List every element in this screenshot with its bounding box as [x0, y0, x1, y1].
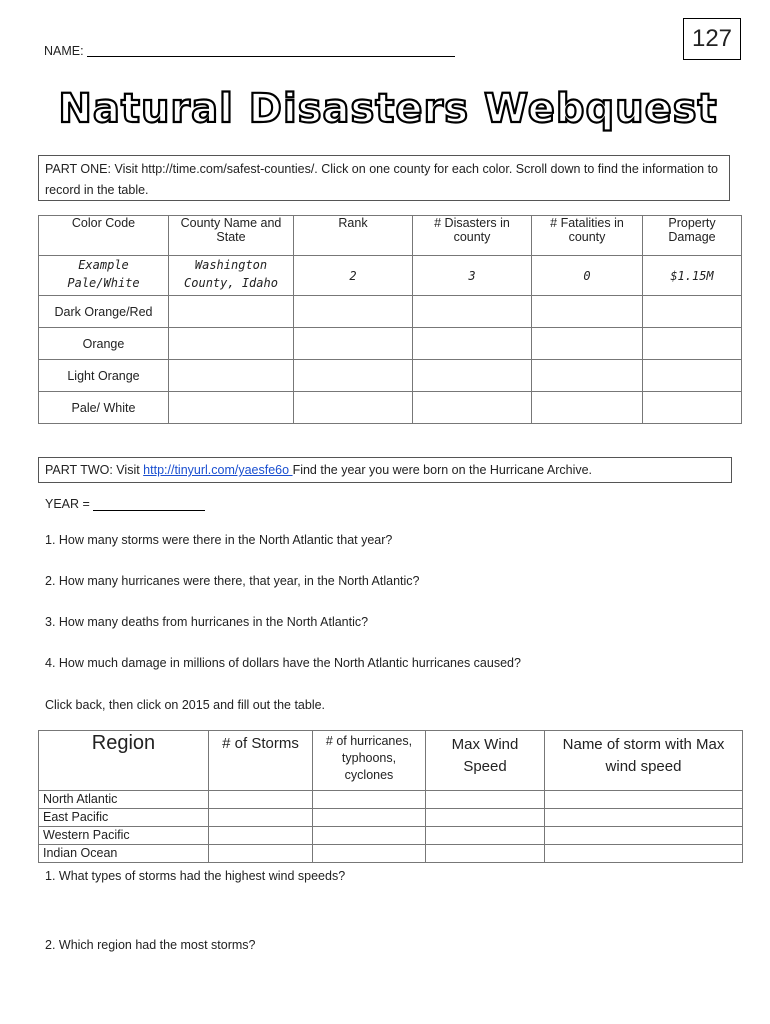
- table-row: [39, 791, 743, 809]
- table-cell[interactable]: [169, 392, 294, 424]
- part-two-instructions: [38, 457, 732, 483]
- row-label: Orange: [39, 328, 169, 360]
- table-cell[interactable]: [643, 296, 742, 328]
- table-cell[interactable]: [545, 791, 743, 809]
- question-4: 4. How much damage in millions of dollars have the North Atlantic hurricanes caused?: [45, 656, 521, 670]
- table-row: [39, 328, 742, 360]
- region-label: Western Pacific: [39, 827, 209, 845]
- example-color: Example Pale/White: [39, 256, 169, 296]
- followup-question-2: 2. Which region had the most storms?: [45, 938, 256, 952]
- year-blank-line[interactable]: [93, 498, 205, 511]
- table-cell[interactable]: [532, 328, 643, 360]
- table-cell[interactable]: [313, 827, 426, 845]
- region-label: North Atlantic: [39, 791, 209, 809]
- example-county: Washington County, Idaho: [169, 256, 294, 296]
- header-fatalities: # Fatalities in county: [532, 216, 643, 256]
- table-row: [39, 845, 743, 863]
- table-cell[interactable]: [169, 328, 294, 360]
- question-1: 1. How many storms were there in the North Atlantic that year?: [45, 533, 393, 547]
- year-label: YEAR =: [45, 497, 94, 511]
- question-2: 2. How many hurricanes were there, that year, in the North Atlantic?: [45, 574, 420, 588]
- table-cell[interactable]: [545, 827, 743, 845]
- part-one-text: PART ONE: Visit http://time.com/safest-counties/. Click on one county for each color. Scroll down to find the information to record in the table.: [45, 162, 718, 197]
- table-cell[interactable]: [169, 360, 294, 392]
- header-region: Region: [39, 731, 209, 791]
- table-cell[interactable]: [643, 328, 742, 360]
- row-label: Light Orange: [39, 360, 169, 392]
- table-cell[interactable]: [643, 392, 742, 424]
- part-two-prefix: PART TWO: Visit: [45, 463, 144, 477]
- example-fatalities: 0: [532, 256, 643, 296]
- header-num-storms: # of Storms: [209, 731, 313, 791]
- year-field[interactable]: [45, 497, 205, 511]
- table-row: [39, 296, 742, 328]
- page-number: 127: [683, 18, 741, 60]
- table-cell[interactable]: [413, 392, 532, 424]
- click-back-instruction: Click back, then click on 2015 and fill out the table.: [45, 698, 326, 712]
- header-rank: Rank: [294, 216, 413, 256]
- table-cell[interactable]: [426, 791, 545, 809]
- table-cell[interactable]: [426, 809, 545, 827]
- table-row: [39, 827, 743, 845]
- table-cell[interactable]: [294, 392, 413, 424]
- table-row: [39, 809, 743, 827]
- row-label: Dark Orange/Red: [39, 296, 169, 328]
- header-storm-name: Name of storm with Max wind speed: [545, 731, 743, 791]
- region-label: East Pacific: [39, 809, 209, 827]
- table-cell[interactable]: [413, 360, 532, 392]
- table-cell[interactable]: [209, 845, 313, 863]
- table-cell[interactable]: [532, 360, 643, 392]
- example-damage: $1.15M: [643, 256, 742, 296]
- table-cell[interactable]: [209, 791, 313, 809]
- table-cell[interactable]: [643, 360, 742, 392]
- header-disasters: # Disasters in county: [413, 216, 532, 256]
- table-cell[interactable]: [294, 296, 413, 328]
- example-disasters: 3: [413, 256, 532, 296]
- name-blank-line[interactable]: [87, 44, 455, 57]
- table-cell[interactable]: [545, 809, 743, 827]
- region-table: [38, 730, 743, 863]
- table-cell[interactable]: [413, 296, 532, 328]
- table-cell[interactable]: [209, 827, 313, 845]
- name-field[interactable]: [44, 44, 455, 58]
- example-rank: 2: [294, 256, 413, 296]
- table-cell[interactable]: [169, 296, 294, 328]
- header-num-hurricanes: # of hurricanes, typhoons, cyclones: [313, 731, 426, 791]
- hurricane-archive-link[interactable]: http://tinyurl.com/yaesfe6o: [143, 463, 293, 477]
- table-cell[interactable]: [294, 360, 413, 392]
- part-two-suffix: Find the year you were born on the Hurricane Archive.: [292, 463, 593, 477]
- worksheet-title: [58, 82, 718, 136]
- table-cell[interactable]: [313, 791, 426, 809]
- question-3: 3. How many deaths from hurricanes in the North Atlantic?: [45, 615, 369, 629]
- table-cell[interactable]: [313, 809, 426, 827]
- header-county-name: County Name and State: [169, 216, 294, 256]
- name-label: NAME:: [44, 44, 84, 58]
- table-cell[interactable]: [294, 328, 413, 360]
- header-property-damage: Property Damage: [643, 216, 742, 256]
- table-cell[interactable]: [532, 296, 643, 328]
- followup-question-1: 1. What types of storms had the highest wind speeds?: [45, 869, 346, 883]
- county-table-header: [39, 216, 742, 256]
- row-label: Pale/ White: [39, 392, 169, 424]
- table-cell[interactable]: [532, 392, 643, 424]
- table-cell[interactable]: [209, 809, 313, 827]
- part-one-instructions: [38, 155, 730, 201]
- table-cell[interactable]: [545, 845, 743, 863]
- header-max-wind: Max Wind Speed: [426, 731, 545, 791]
- example-row: [39, 256, 742, 296]
- county-table: [38, 215, 742, 424]
- header-color-code: Color Code: [39, 216, 169, 256]
- table-cell[interactable]: [426, 845, 545, 863]
- region-table-header: [39, 731, 743, 791]
- table-row: [39, 360, 742, 392]
- table-row: [39, 392, 742, 424]
- table-cell[interactable]: [313, 845, 426, 863]
- region-label: Indian Ocean: [39, 845, 209, 863]
- worksheet-title-text: Natural Disasters Webquest: [58, 86, 718, 132]
- table-cell[interactable]: [426, 827, 545, 845]
- table-cell[interactable]: [413, 328, 532, 360]
